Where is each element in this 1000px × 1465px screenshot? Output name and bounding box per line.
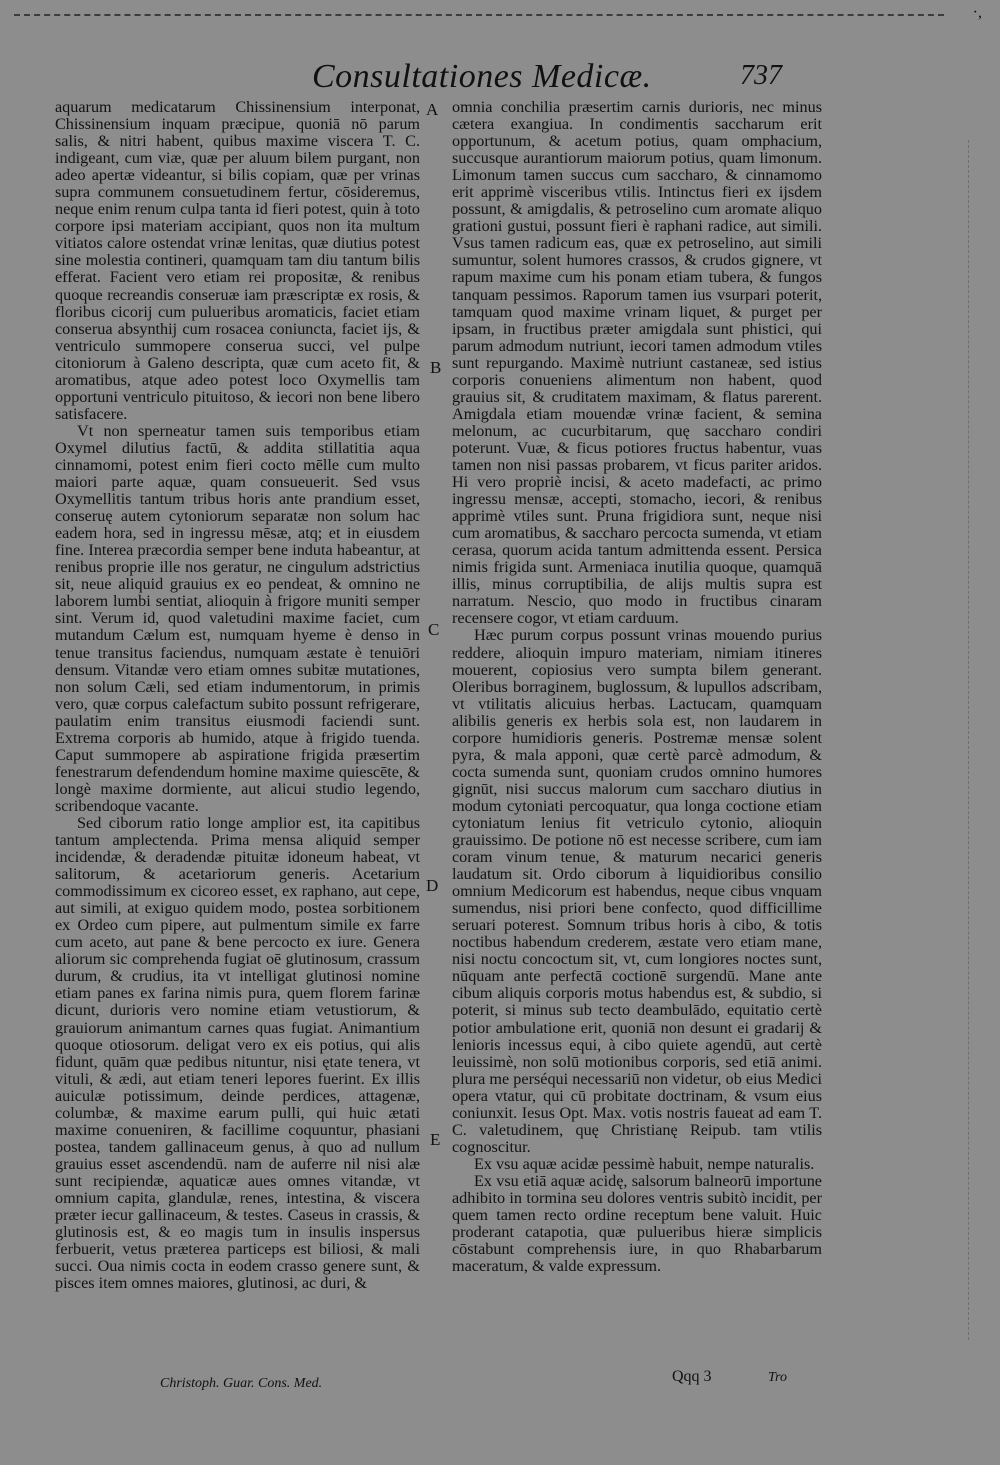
paragraph: Sed ciborum ratio longe amplior est, ita capitibus tantum amplectenda. Prima mensa aliquid semper incidendæ, & deradendæ pituitæ idoneum habeat, vt salitorum, & acetariorum generis. Acetarium commodissimum ex cicoreo esset, ex raphano, aut cepe, aut simili, at exiguo quidem modo, postea sorbitionem ex Ordeo cum pipere, aut pulmentum simile ex farre cum aceto, aut pane & bene percocto ex iure. Genera aliorum sic comprehenda fugiat oē glutinosum, crassum durum, & crudius, ita vt intelligat glutinosi nomine etiam panes ex farina nimis pura, quem florem farinæ dicunt, durioris vero nomine etiam vetustiorum, & grauiorum animantum carnes quas fugiat. Animantium quoque otiosorum. deligat vero ex eis potius, qui alis fidunt, quām quæ pedibus nituntur, nisi ętate tenera, vt vituli, & ædi, aut etiam teneri lepores fuerint. Ex illis auiculæ potissimum, deinde perdices, attagenæ, columbæ, & maxime earum pulli, qui huic ætati maxime conueniren, & facillime coquuntur, phasiani postea, tandem gallinaceum genus, à quo ad nullum grauius esset ascendendū. nam de auferre nil nisi alæ sunt recipiendæ, aquaticæ aues omnes vitandæ, vt omnium capita, glandulæ, renes, intestina, & viscera præter iecur gallinaceum, & testes. Caseus in crassis, & glutinosis est, & eo magis tum in insulis inspersus ferbuerit, vetus præterea particeps est biliosi, & mali succi. Oua nimis cocta in eodem crasso genere sunt, & pisces item omnes maiores, glutinosi, ac duri, & [55, 813, 420, 1293]
margin-letter-c: C [428, 620, 440, 639]
author-signature: Christoph. Guar. Cons. Med. [160, 1376, 323, 1391]
paragraph: Vt non sperneatur tamen suis temporibus etiam Oxymel dilutius factū, & addita stillatitia aqua cinnamomi, potest enim fieri cocto mēlle cum multo maiori parte aquæ, quam consueuerit. Sed vsus Oxymellitis tantum tribus horis ante prandium esset, conseruę autem cytoniorum separatæ non solum hac eadem hora, sed in ingressu mēsæ, atq; et in eiusdem fine. Interea præcordia semper bene induta habeantur, at renibus proprie ille nos geratur, ne cingulum adstrictius sit, neue aliquid grauius ex eo pendeat, & omnino ne laborem lumbi sentiat, alioquin à frigore muniti semper sint. Verum id, quod valetudini maxime faciet, cum mutandum Cælum est, numquam hyeme è denso in tenue transitus faciendus, numquam æstate è tenuiōri densum. Vitandæ vero etiam omnes subitæ mutationes, non solum Cæli, sed etiam indumentorum, in primis vero, quæ corpus calefactum subito possunt refrigerare, paulatim enim transitus eiusmodi faciendi sunt. Extrema corporis ab humido, atque à frigido tuenda. Caput summopere ab aspiratione frigida præsertim fenestrarum defendendum homine maxime quiescēte, & longè maxime dormiente, aut alicui studio legendo, scribendoque vacante. [55, 421, 420, 815]
page-top-rule [14, 14, 944, 16]
paragraph: Hæc purum corpus possunt vrinas mouendo purius reddere, alioquin impuro materiam, nimiam itineres mouerent, copiosius vero sumpta bilem generant. Oleribus borraginem, buglossum, & lupullos adscribam, vt vtilitatis alicuius herbas. Lactucam, quamquam alibilis generis ex herbis sola est, non laudarem in corpore humidioris generis. Postremæ mensæ solent pyra, & mala apponi, quæ certè parcè admodum, & cocta sumenda sunt, quoniam crudos omnino humores gignūt, nisi succus malorum cum saccharo diutius in modum cytoniati percoquatur, qua longa coctione etiam cytoniatum lenius fit vetriculo cytonio, alioquin grauissimo. De potione nō est necesse scribere, cum iam coram vinum tenue, & maturum necarici generis laudatum sit. Ordo ciborum à liquidioribus consilio omnium Medicorum est habendus, neque cibus vnquam sumendus, nisi priori bene confecto, quod difficillime seruari poterest. Somnum tribus horis à cibo, & totis noctibus habendum crederem, æstate vero etiam mane, nisi noctu concoctum sit, vt, cum longiores noctes sunt, nūquam ante perfectā coctionē surgendū. Mane ante cibum aliquis corporis motus habendus est, & subdio, si poterit, si minus sub tecto deambulādo, equitatio certè potior ambulatione erit, quoniā non desunt ei gradarij & lenioris incessus equi, à cibo quiete agendū, aut certè leuissimè, non solū motionibus corporis, sed etiā animi. plura me perséqui necessariū non videtur, ob eius Medici opera vtatur, qui cū probitate doctrinam, & vsum eius coniunxit. Iesus Opt. Max. votis nostris faueat ad eam T. C. valetudinem, quę Christianę Reipub. tam vtilis cognoscitur. [452, 626, 822, 1156]
scan-edge-shadow [968, 140, 971, 1340]
corner-mark: ·, [972, 4, 982, 21]
margin-letter-e: E [430, 1130, 441, 1149]
paragraph: aquarum medicatarum Chissinensium interponat, Chissinensium inquam præcipue, quoniā nō parum salis, & nitri habent, quibus maxime viscera T. C. indigeant, cum viæ, quæ per aluum bilem purgant, non adeo apertæ videantur, si bilis copiam, quæ per vrinas supra communem consuetudinem fertur, cōsideremus, neque enim renum culpa tanta id fieri potest, quin à toto corpore ipsi materiam accipiant, quos non ita multum vitiatos calore ostendat vrinæ lenitas, quæ diutius potest sine molestia contineri, quamquam tam diu tantum bilis efferat. Facient vero etiam rei propositæ, & renibus quoque recreandis conseruæ iam præscriptæ ex rosis, & floribus cicorij cum pulueribus aromaticis, faciet etiam conserua absynthij cum rosacea coniuncta, faciet ijs, & ventriculo summopere conserua succi, vel pulpe citoniorum à Galeno descripta, quæ cum aceto fit, & aromatibus, atque adeo potest loco Oxymellis tam opportuni ventriculo pituitoso, & iecori non bene libero satisfacere. [55, 98, 420, 423]
page-number: 737 [740, 60, 782, 91]
right-column [452, 99, 822, 1275]
running-title: Consultationes Medicæ. [312, 58, 652, 95]
gathering-signature: Qqq 3 [672, 1368, 712, 1385]
margin-letter-b: B [430, 358, 442, 377]
margin-letter-a: A [426, 100, 439, 119]
paragraph: Ex vsu aquæ acidæ pessimè habuit, nempe naturalis. [474, 1154, 815, 1173]
margin-letter-d: D [426, 876, 439, 895]
page-header [0, 58, 1000, 98]
catchword: Tro [768, 1370, 787, 1385]
paragraph: omnia conchilia præsertim carnis durioris, nec minus cætera exangiua. In condimentis saccharum erit opportunum, & acetum potius, quam omphacium, succusque aurantiorum maiorum potius, quam limonum. Limonum tamen succus cum saccharo, & cinnamomo erit apprimè visceribus vtilis. Intinctus fieri ex ijsdem possunt, & amigdalis, & petroselino cum aromate aliquo grationi gustui, possunt fieri è raphani radice, aut simili. Vsus tamen radicum eas, quæ ex petroselino, aut simili sumuntur, solent humores crassos, & crudos gignere, vt rapum maxime cum his ponam etiam tubera, & fungos tanquam pessimos. Raporum tamen ius vsurpari poterit, tamquam quod maxime vrinam liquet, & purget per ipsam, in fructibus præter amigdala sunt phistici, qui parum admodum nutriunt, iecori tamen admodum vtiles sunt repurgando. Maximè nutriunt castaneæ, sed istius corporis conueniens alimentum non habent, quod grauius sit, & cruditatem maximam, & flatus parerent. Amigdala etiam mouendæ vrinæ facient, & semina melonum, ac cucurbitarum, quę saccharo condiri poterunt. Vuæ, & ficus potiores fructus habentur, vuas tamen non nisi passas probarem, vt ficus pariter aridos. Hi vero propriè incisi, & aceto madefacti, ac primo ingressu mensæ, accepti, stomacho, iecori, & renibus apprimè vtiles sunt. Pruna frigidiora sunt, neque nisi cum aromatibus, & saccharo percocta sumenda, vt etiam cerasa, quorum acida tantum admittenda essent. Persica nimis frigida sunt. Armeniaca inutilia quoque, quamquā illis, minus corruptibilia, de alijs multis supra est narratum. Nescio, quo modo in fructibus cinaram recensere cogor, vt etiam carduum. [452, 98, 822, 628]
paragraph: Ex vsu etiā aquæ acidę, salsorum balneorū importune adhibito in tormina seu dolores ventris subitò incidit, per quem tamen recto ordine receptum bene valuit. Huic proderant catapotia, quæ pulueribus hieræ simplicis cōstabunt comprehensis iure, in quo Rhabarbarum maceratum, & valde expressum. [452, 1171, 822, 1276]
left-column [55, 99, 420, 1292]
